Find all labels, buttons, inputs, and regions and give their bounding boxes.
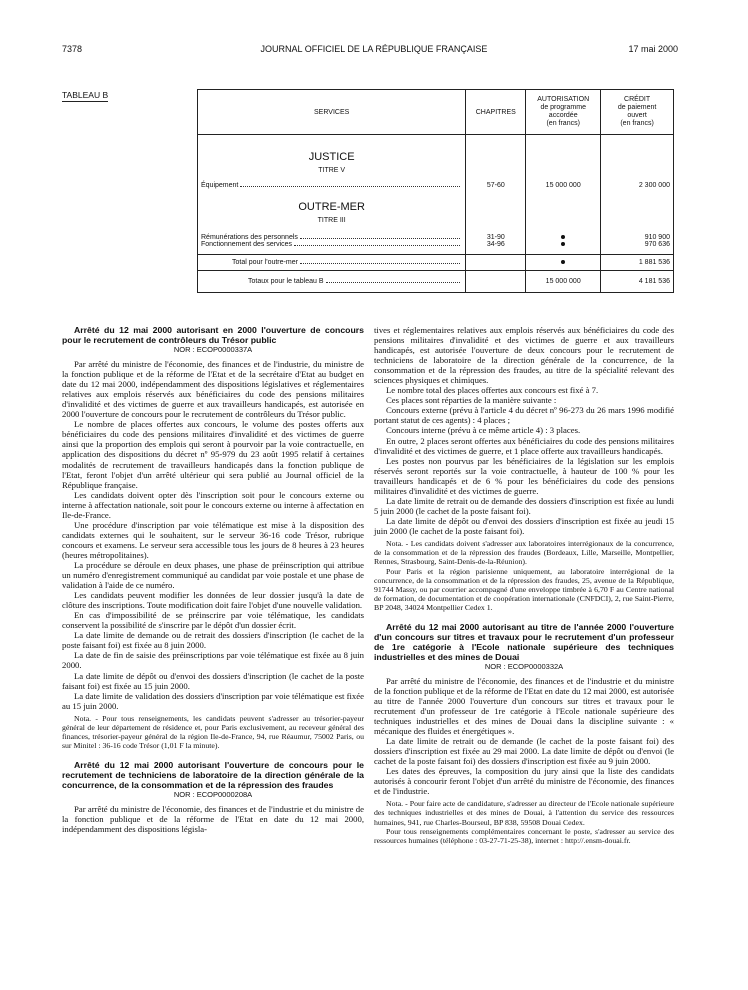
note: Pour tous renseignements complémentaires concernant le poste, s'adresser au service des ressources humaines (téléphone : 03-27-71-25-38), internet : http://.ensm-douai.fr. (374, 826, 674, 846)
row-credit: 970 636 (601, 241, 674, 255)
note: Nota. - Pour faire acte de candidature, s'adresser au directeur de l'Ecole nationale supérieure des techniques industrielles et des mines de Douai, à l'attention du service des ressources humaines, 941, rue Charles-Bourseul, BP 838, 59508 Douai Cedex. (374, 799, 674, 827)
paragraph: Par arrêté du ministre de l'économie, des finances et de l'industrie, du ministre de la fonction publique et de la réforme de l'Etat et de la secrétaire d'Etat au budget en date du 12 mai 2000, indépendamment des dispositions législatives et réglementaires relatives aux emplois réservés aux bénéficiaires du code des pensions militaires d'invalidité et des victimes de guerre et aux travailleurs handicapés, est autorisée en 2000 l'ouverture de concours pour le recrutement de contrôleurs du Trésor public. (62, 359, 364, 420)
bullet-icon (561, 242, 565, 246)
row-credit: 2 300 000 (601, 174, 674, 189)
row-chapitres: 57-60 (466, 174, 526, 189)
table-row (198, 241, 674, 255)
col-header-credit: CRÉDIT de paiement ouvert (en francs) (601, 90, 674, 135)
note: Pour Paris et la région parisienne uniquement, au laboratoire interrégional de la concurrence, de la consommation et de la répression des fraudes, 25, avenue de la République, 91744 Massy, ou par courrier accompagné d'une enveloppe timbrée à 6,70 F au Centre national de formation, de documentation et de coopération internationale (CNFDCI), 2, rue Saint-Pierre, BP 2048, 34024 Montpellier Cedex 1. (374, 566, 674, 613)
table-header-row (198, 90, 674, 135)
section-subtitle: TITRE V (198, 163, 466, 174)
paragraph: tives et réglementaires relatives aux emplois réservés aux bénéficiaires du code des pensions militaires d'invalidité et des victimes de guerre et aux travailleurs handicapés, est autorisée l'ouverture de deux concours pour le recrutement de techniciens de laboratoire de la direction générale de la concurrence, de la consommation et de la répression des fraudes, au titre de la spécialité relevant des sciences physiques et chimiques. (374, 325, 674, 386)
total-label: Total pour l'outre-mer (232, 259, 298, 266)
total-credit: 1 881 536 (601, 255, 674, 271)
section-subtitle: TITRE III (198, 213, 466, 224)
row-service: Équipement (201, 182, 239, 189)
row-autorisation: 15 000 000 (526, 174, 601, 189)
paragraph: Une procédure d'inscription par voie télématique est mise à la disposition des candidats externes qui le souhaitent, sur le serveur 36-16 code Trésor, rubrique concours et examens. Le serveur sera accessible tous les jours de 8 heures à 23 heures (heures métropolitaines). (62, 519, 364, 560)
table-row-grand-total (198, 271, 674, 293)
row-service: Rémunérations des personnels (201, 234, 298, 241)
grand-total-credit: 4 181 536 (601, 271, 674, 293)
col-header-services: SERVICES (198, 90, 466, 135)
paragraph: La date limite de validation des dossiers d'inscription par voie télématique est fixée au 15 juin 2000. (62, 690, 364, 711)
bullet-icon (561, 260, 565, 264)
article-title: Arrêté du 12 mai 2000 autorisant l'ouverture de concours pour le recrutement de techniciens de laboratoire de la direction générale de la concurrence, de la consommation et de la répression des fraudes (62, 759, 364, 790)
note: Nota. - Les candidats doivent s'adresser aux laboratoires interrégionaux de la concurrence, de la consommation et de la répression des fraudes (Bordeaux, Lille, Marseille, Montpellier, Rennes, Strasbourg, Saint-Denis-de-la-Réunion). (374, 538, 674, 567)
table-row-total (198, 255, 674, 271)
paragraph: La date limite de dépôt ou d'envoi des dossiers d'inscription est fixée au jeudi 15 juin 2000 (le cachet de la poste faisant foi). (374, 515, 674, 536)
journal-title: JOURNAL OFFICIEL DE LA RÉPUBLIQUE FRANÇAISE (260, 44, 488, 54)
table-row (198, 174, 674, 189)
issue-date: 17 mai 2000 (628, 44, 678, 54)
paragraph-a: Le nombre de places offertes aux concours, le volume des postes offerts aux bénéficiaires du code des pensions militaires d'invalidité et des victimes de guerre ainsi que la proportion des emplois qui seront à pourvoir par la voie contractuelle, en application des dispositions du décret nº 95-979 du 23 août 1995 relatif à certaines modalités de recrutement de travailleurs handicapés dans la fonction publique de l'Etat, feront l'objet d'un arrêté ultérieur qui sera publié au Journal officiel de la République française. (62, 419, 364, 490)
col-header-autorisation: AUTORISATION de programme accordée (en francs) (526, 90, 601, 135)
paragraph: Les postes non pourvus par les bénéficiaires de la législation sur les emplois réservés seront reportés sur la voie contractuelle, à hauteur de 100 % pour les travailleurs handicapés et de 6 % pour les bénéficiaires du code des pensions militaires d'invalidité et des victimes de guerre. (374, 455, 674, 496)
paragraph: Les candidats doivent opter dès l'inscription soit pour le concours externe ou interne à affectation nationale, soit pour le concours externe ou interne à affectation en Ile-de-France. (62, 489, 364, 520)
note: Nota. - Pour tous renseignements, les candidats peuvent s'adresser au trésorier-payeur général de leur département de résidence et, pour Paris exclusivement, au receveur général des finances, trésorier-payeur général de la région Ile-de-France, 94, rue Réaumur, 75002 Paris, ou sur Minitel : 36-16 code Trésor (1,01 F la minute). (62, 713, 364, 751)
table-row (198, 224, 674, 241)
paragraph: Ces places sont réparties de la manière suivante : (386, 395, 557, 406)
paragraph: La date limite de retrait ou de demande (le cachet de la poste faisant foi) des dossiers d'inscription est fixée au 29 mai 2000. La date limite de dépôt ou d'envoi (le cachet de la poste faisant foi) des dossiers d'inscription est fixée au 9 juin 2000. (374, 735, 674, 767)
paragraph: La date limite de demande ou de retrait des dossiers d'inscription (le cachet de la poste faisant foi) est fixée au 8 juin 2000. (62, 630, 364, 651)
article-title: Arrêté du 12 mai 2000 autorisant au titre de l'année 2000 l'ouverture d'un concours sur titres et travaux pour le recrutement d'un professeur de 1re catégorie à l'Ecole nationale supérieure des techniques industrielles et des mines de Douai (374, 621, 674, 662)
section-title: JUSTICE (198, 135, 466, 164)
bullet-icon (561, 235, 565, 239)
row-credit: 910 900 (601, 224, 674, 241)
paragraph: Par arrêté du ministre de l'économie, des finances et de l'industrie et du ministre de la fonction publique et de la réforme de l'Etat en date du 12 mai 2000, indépendamment des dispositions législa- (62, 803, 364, 834)
left-column (62, 325, 364, 834)
nor-reference: NOR : ECOP0000208A (173, 789, 253, 799)
budget-table (197, 89, 674, 293)
paragraph: Les candidats peuvent modifier les données de leur dossier jusqu'à la date de clôture des inscriptions. Toute modification doit faire l'objet d'une nouvelle validation. (62, 590, 364, 611)
table-label: TABLEAU B (62, 90, 109, 100)
row-chapitres: 31-90 (466, 224, 526, 241)
paragraph: La date limite de dépôt ou d'envoi des dossiers d'inscription (le cachet de la poste faisant foi) est fixée au 15 juin 2000. (62, 670, 364, 691)
grand-total-autorisation: 15 000 000 (526, 271, 601, 293)
article-title: Arrêté du 12 mai 2000 autorisant en 2000 l'ouverture de concours pour le recrutement de contrôleurs du Trésor public (62, 325, 364, 345)
paragraph: Par arrêté du ministre de l'économie, des finances et de l'industrie et du ministre de la fonction publique et de la réforme de l'Etat en date du 12 mai 2000, est autorisée au titre de l'année 2000 l'ouverture d'un concours sur titres et travaux pour le recrutement d'un professeur de 1re catégorie à l'Ecole nationale supérieure des techniques industrielles et des mines de Douai dans la discipline suivante : « mécanique des fluides et énergétiques ». (374, 675, 674, 736)
paragraph: La procédure se déroule en deux phases, une phase de préinscription qui attribue un numéro d'enregistrement communiqué au candidat par voie postale et une phase de validation à l'aide de ce numéro. (62, 559, 364, 591)
paragraph: La date limite de retrait ou de demande des dossiers d'inscription est fixée au lundi 5 juin 2000 (le cachet de la poste faisant foi). (374, 495, 674, 516)
right-column (374, 325, 674, 845)
paragraph: Les dates des épreuves, la composition du jury ainsi que la liste des candidats autorisés à concourir feront l'objet d'un arrêté du ministre de l'économie, des finances et de l'industrie. (374, 766, 674, 797)
grand-total-label: Totaux pour le tableau B (248, 278, 324, 285)
paragraph: Concours interne (prévu à ce même article 4) : 3 places. (386, 425, 581, 436)
section-title: OUTRE-MER (198, 189, 466, 213)
page-number: 7378 (62, 44, 83, 54)
nor-reference: NOR : ECOP0000337A (173, 345, 253, 354)
paragraph: Le nombre total des places offertes aux concours est fixé à 7. (386, 385, 599, 396)
paragraph (62, 419, 364, 489)
row-service: Fonctionnement des services (201, 241, 293, 248)
paragraph: En cas d'impossibilité de se préinscrire par voie télématique, les candidats conservent la possibilité de s'inscrire par le dépôt d'un dossier écrit. (62, 610, 364, 631)
col-header-chapitres: CHAPITRES (466, 90, 526, 135)
nor-reference: NOR : ECOP0000332A (484, 661, 564, 671)
row-chapitres: 34-96 (466, 241, 526, 255)
paragraph: En outre, 2 places seront offertes aux bénéficiaires du code des pensions militaires d'invalidité et des victimes de guerre, et 1 place offerte aux travailleurs handicapés. (374, 435, 674, 456)
paragraph: Concours externe (prévu à l'article 4 du décret nº 96-273 du 26 mars 1996 modifié portant statut de ces agents) : 4 places ; (374, 405, 674, 426)
paragraph: La date de fin de saisie des préinscriptions par voie télématique est fixée au 8 juin 2000. (62, 650, 364, 671)
